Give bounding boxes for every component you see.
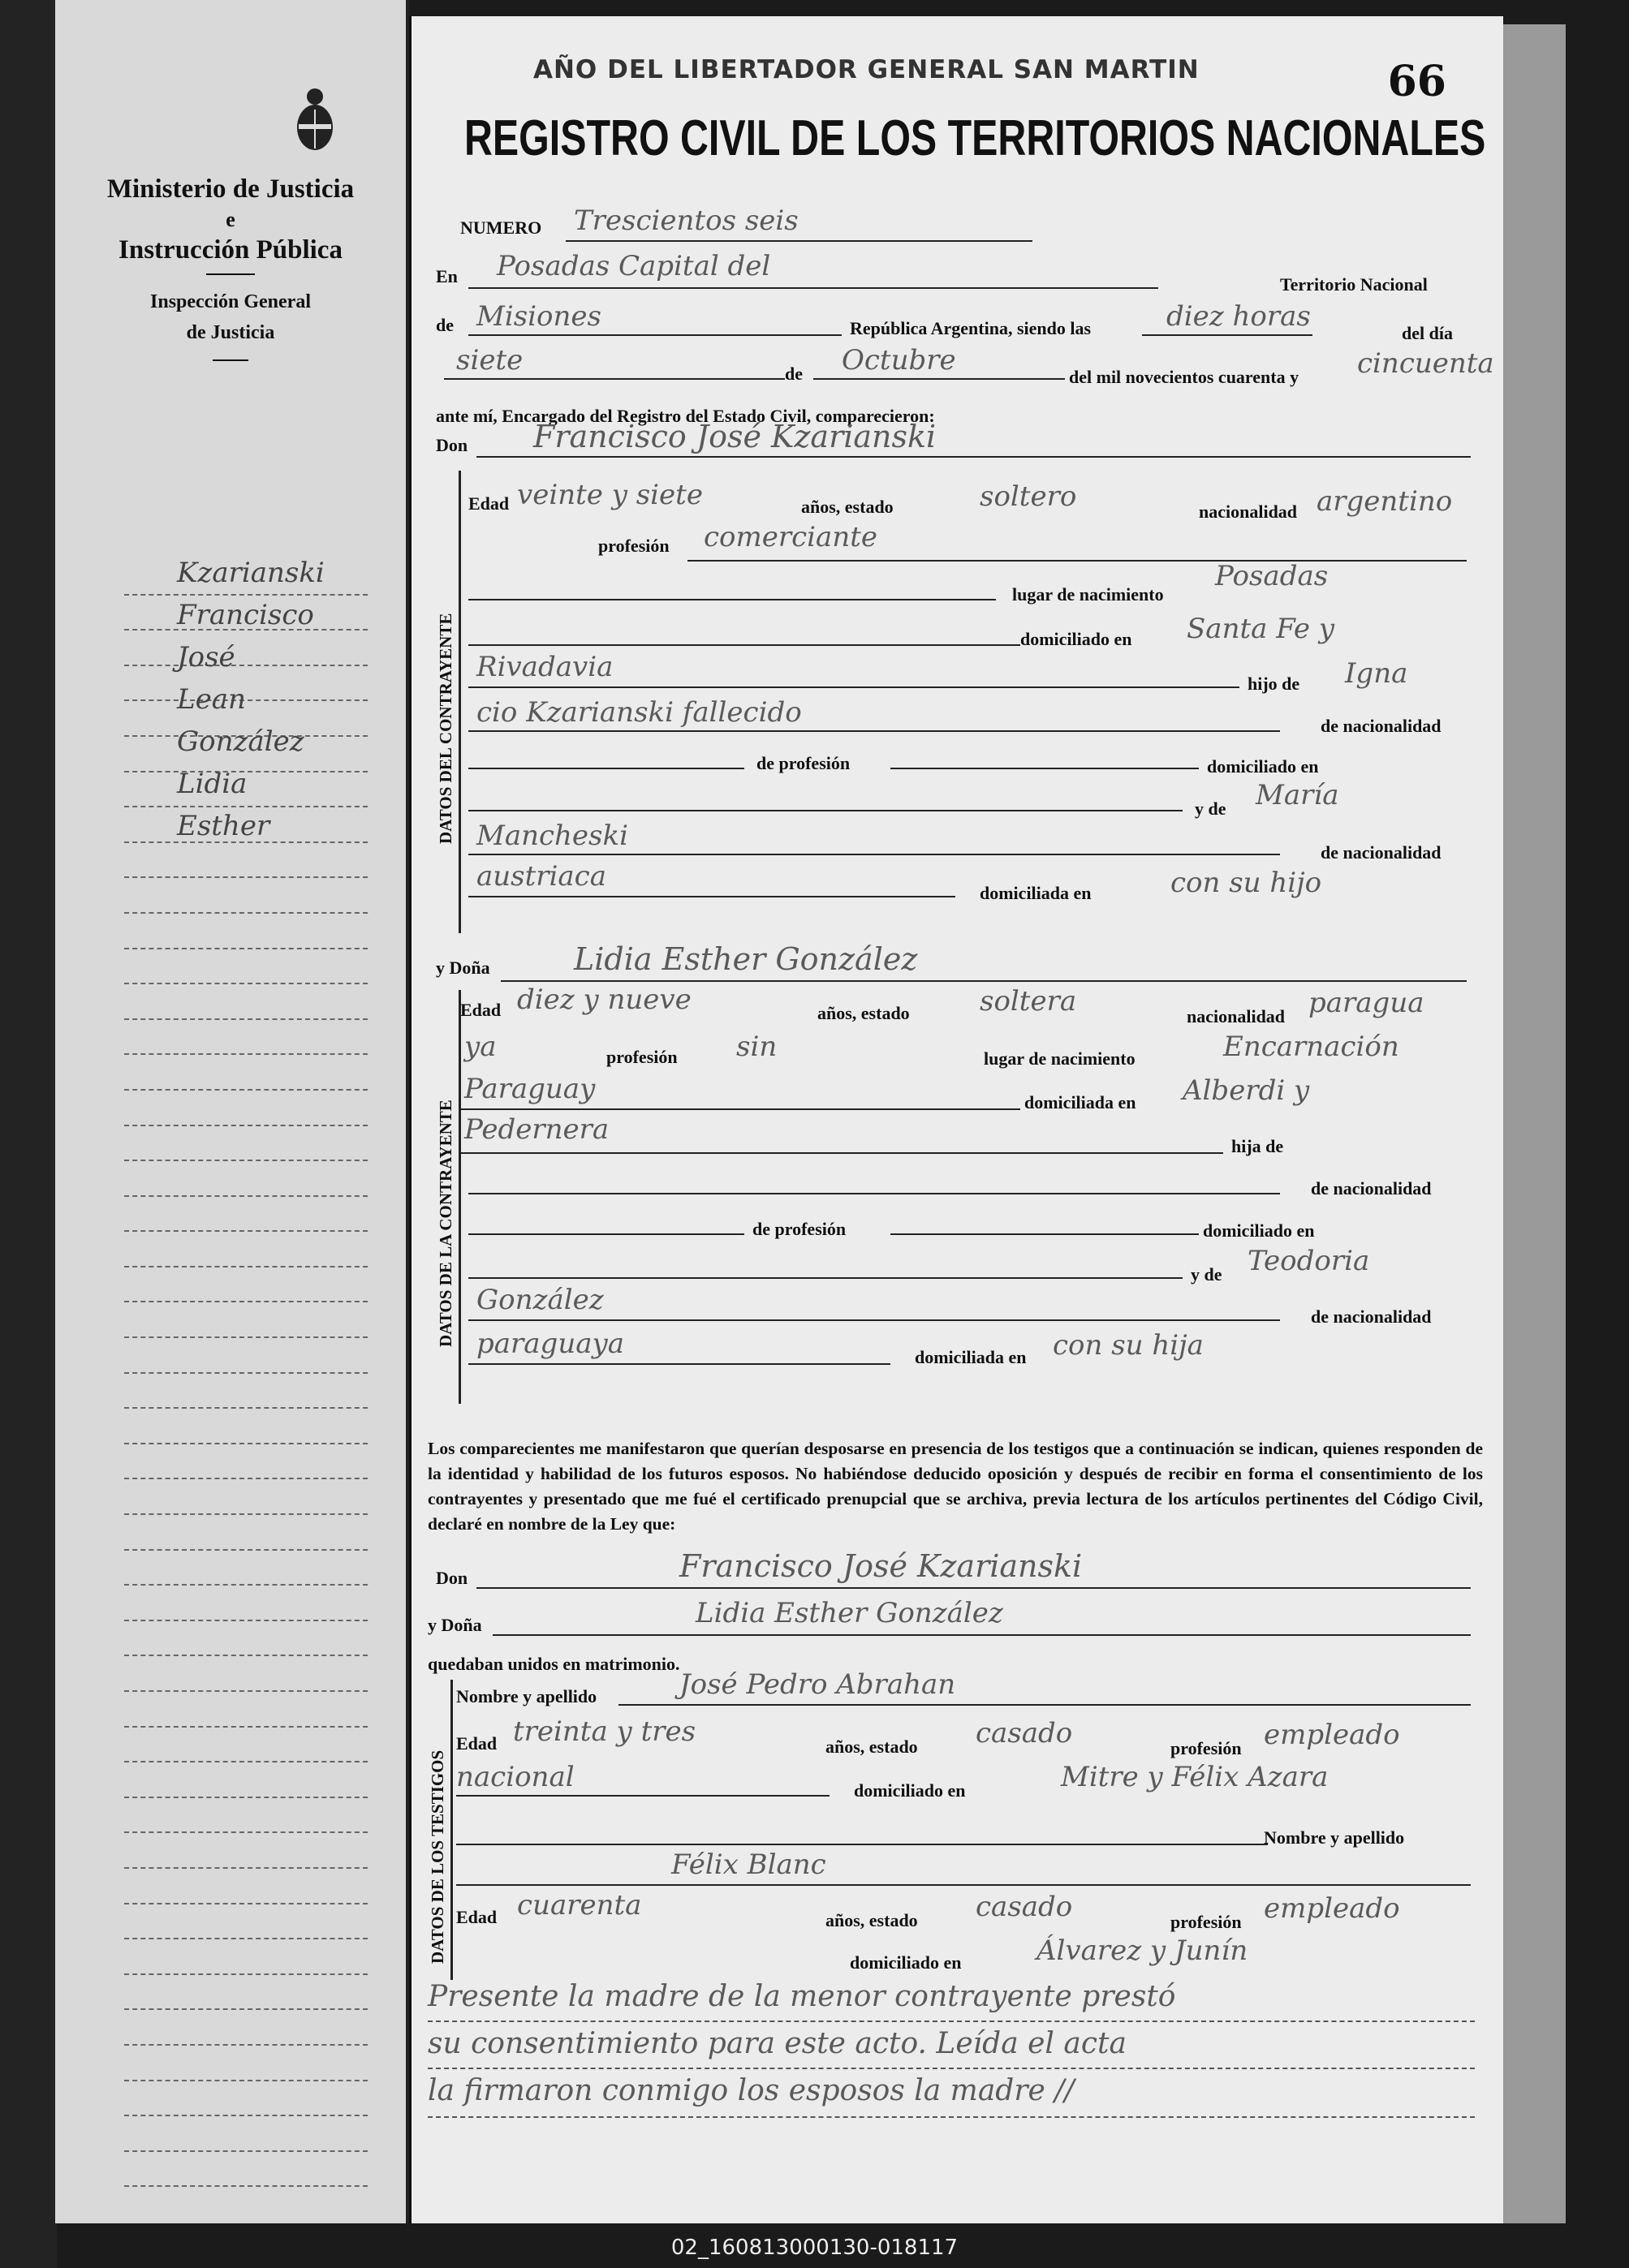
- madre-nacionalidad: paraguaya: [476, 1328, 624, 1360]
- domiciliada-label: domiciliada en: [980, 883, 1092, 903]
- field-line: [444, 378, 785, 380]
- y-dona-label: y Doña: [436, 958, 490, 978]
- divider: [213, 359, 248, 361]
- don-value: Francisco José Kzarianski: [679, 1548, 1083, 1584]
- profesion-value: comerciante: [704, 521, 877, 553]
- field-line: [566, 240, 1032, 242]
- side-label-testigos: DATOS DE LOS TESTIGOS: [428, 1749, 447, 1964]
- y-de-label: y de: [1191, 1264, 1222, 1285]
- coat-of-arms-icon: [291, 85, 339, 158]
- nacionalidad-value: argentino: [1317, 485, 1453, 518]
- book-binding-edge: [0, 0, 57, 2268]
- estado-value: soltera: [980, 985, 1077, 1018]
- domiciliada-value: Alberdi y: [1183, 1074, 1310, 1107]
- lugar-label: lugar de nacimiento: [1012, 584, 1164, 605]
- field-line: [468, 1233, 744, 1235]
- anio-value: cincuenta: [1357, 347, 1494, 380]
- field-line: [618, 1704, 1471, 1706]
- domiciliada-label2: domiciliada en: [915, 1347, 1027, 1367]
- margin-note: [177, 552, 437, 847]
- margin-note-line: González: [177, 725, 304, 758]
- field-line: [468, 768, 744, 769]
- field-line: [456, 1884, 1471, 1886]
- testigo1-edad: treinta y tres: [513, 1715, 696, 1748]
- don-label: Don: [436, 1568, 468, 1588]
- ministry-header: [55, 174, 406, 372]
- field-line: [468, 644, 1020, 646]
- nombre-label: Nombre y apellido: [456, 1686, 597, 1706]
- testigo1-nacionalidad: nacional: [456, 1761, 575, 1793]
- field-line: [468, 1319, 1280, 1321]
- edad-value: diez y nueve: [517, 983, 692, 1016]
- domiciliado-label: domiciliado en: [1203, 1220, 1315, 1241]
- y-dona-value: Lidia Esther González: [574, 941, 918, 977]
- domiciliada-value2: con su hija: [1053, 1329, 1204, 1362]
- nacionalidad-value-continued: ya: [464, 1031, 497, 1063]
- testigo2-estado: casado: [976, 1891, 1073, 1923]
- testigo2-edad: cuarenta: [517, 1889, 642, 1922]
- image-code-label: 02_160813000130-018117: [670, 2236, 959, 2260]
- domicilio-continued: Pedernera: [464, 1113, 610, 1146]
- edad-label: Edad: [460, 1000, 502, 1020]
- anios-label: años, estado: [825, 1910, 918, 1930]
- side-label-contrayente: DATOS DE LA CONTRAYENTE: [436, 1100, 455, 1347]
- page-edge-shadow: [1501, 24, 1566, 2223]
- divider: [206, 273, 255, 275]
- field-line: [468, 896, 955, 897]
- numero-value: Trescientos seis: [574, 204, 799, 237]
- declaration-paragraph: Los comparecientes me manifestaron que querían desposarse en presencia de los testigos que a continuación se indican, quienes responden de la identidad y habilidad de los futuros esposos. No habiéndose deducido oposición y después de recibir en forma el consentimiento de los contrayentes y presentado que me fué el certificado prenupcial que se archiva, previa lectura de los artículos pertinentes del Código Civil, declaré en nombre de la Ley que:: [428, 1439, 1483, 1534]
- edad-label: Edad: [456, 1733, 498, 1754]
- profesion-label: profesión: [606, 1047, 678, 1067]
- hora-value: diez horas: [1166, 300, 1311, 333]
- quedaban-text: quedaban unidos en matrimonio.: [428, 1654, 680, 1674]
- domicilio-continued: Rivadavia: [476, 651, 614, 683]
- madre-value-continued: González: [476, 1284, 604, 1316]
- domiciliado-label: domiciliado en: [854, 1780, 966, 1801]
- margin-note-line: José: [177, 641, 235, 674]
- field-line: [456, 1795, 830, 1797]
- inspection-line1: Inspección General: [150, 291, 311, 312]
- field-line: [476, 1587, 1471, 1589]
- field-line: [468, 730, 1280, 732]
- field-line: [476, 456, 1471, 458]
- field-line: [460, 1108, 1020, 1110]
- field-line: [468, 810, 1183, 811]
- lugar-value: Encarnación: [1223, 1031, 1399, 1063]
- de-nacionalidad-label2: de nacionalidad: [1321, 842, 1442, 863]
- field-line: [468, 1193, 1280, 1194]
- field-line: [468, 1363, 890, 1365]
- field-line: [468, 599, 996, 600]
- year-stamp: AÑO DEL LIBERTADOR GENERAL SAN MARTIN: [533, 55, 1200, 84]
- margin-note-line: Esther: [177, 810, 270, 842]
- profesion-label: profesión: [1170, 1912, 1242, 1932]
- field-line: [460, 1152, 1223, 1154]
- note-line-rule: [428, 2116, 1475, 2118]
- section-bracket: [459, 471, 461, 933]
- estado-value: soltero: [980, 480, 1077, 513]
- testigo1-estado: casado: [976, 1717, 1073, 1749]
- domiciliado-label: domiciliado en: [850, 1952, 962, 1973]
- edad-label: Edad: [468, 493, 510, 514]
- ministry-line1: Ministerio de Justicia: [106, 174, 355, 204]
- mes-value: Octubre: [842, 344, 956, 377]
- y-de-label: y de: [1195, 798, 1226, 819]
- domiciliada-label: domiciliada en: [1024, 1092, 1136, 1112]
- hijo-label: hijo de: [1248, 674, 1300, 694]
- testigo2-nombre: Félix Blanc: [671, 1848, 826, 1881]
- del-dia-label: del día: [1402, 323, 1453, 343]
- de-profesion-label: de profesión: [752, 1219, 847, 1239]
- madre-value: Teodoria: [1248, 1245, 1370, 1277]
- margin-note-line: Francisco: [177, 599, 314, 631]
- de-label: de: [436, 315, 454, 335]
- de-nacionalidad-label: de nacionalidad: [1321, 716, 1442, 736]
- numero-label: NUMERO: [460, 217, 542, 238]
- anios-label: años, estado: [825, 1737, 918, 1757]
- side-label-contrayente: DATOS DEL CONTRAYENTE: [436, 613, 455, 844]
- testigo2-profesion: empleado: [1264, 1892, 1400, 1925]
- field-line: [501, 980, 1467, 982]
- field-line: [493, 1634, 1471, 1636]
- testigo1-profesion: empleado: [1264, 1719, 1400, 1751]
- page-number: 66: [1387, 57, 1446, 106]
- hijo-value-continued: cio Kzarianski fallecido: [476, 696, 802, 729]
- de-nacionalidad-label: de nacionalidad: [1311, 1178, 1432, 1199]
- margin-note-line: Lean: [177, 683, 246, 716]
- note-line1: Presente la madre de la menor contrayente prestó: [428, 1980, 1176, 2013]
- nacionalidad-label: nacionalidad: [1199, 501, 1298, 522]
- field-line: [813, 378, 1065, 380]
- dia-value: siete: [456, 344, 524, 377]
- domiciliado-label2: domiciliado en: [1207, 756, 1319, 777]
- lugar-continued: Paraguay: [464, 1073, 596, 1105]
- lugar-label: lugar de nacimiento: [984, 1048, 1136, 1069]
- testigo2-domicilio: Álvarez y Junín: [1036, 1934, 1248, 1967]
- field-line: [468, 287, 1158, 289]
- ante-mi-text: ante mí, Encargado del Registro del Estado Civil, comparecieron:: [436, 406, 935, 426]
- profesion-value: sin: [736, 1031, 778, 1063]
- republica-label: República Argentina, siendo las: [850, 318, 1092, 338]
- field-line: [468, 686, 1239, 688]
- de-mes-label: de: [785, 364, 803, 384]
- madre-value-continued: Mancheski: [476, 820, 628, 852]
- domiciliado-label: domiciliado en: [1020, 629, 1132, 649]
- en-label: En: [436, 266, 458, 286]
- right-page-form: [409, 16, 1503, 2223]
- nacionalidad-value: paragua: [1308, 987, 1424, 1019]
- ministry-line3: Instrucción Pública: [119, 235, 343, 265]
- anios-label: años, estado: [801, 497, 894, 517]
- territorio-label: Territorio Nacional: [1280, 274, 1428, 295]
- field-line: [1142, 334, 1312, 336]
- field-line: [468, 334, 842, 336]
- de-profesion-label: de profesión: [756, 753, 851, 773]
- hija-label: hija de: [1231, 1136, 1284, 1156]
- section-bracket: [459, 990, 461, 1404]
- edad-label: Edad: [456, 1907, 498, 1927]
- page-title: REGISTRO CIVIL DE LOS TERRITORIOS NACIONALES: [464, 110, 1486, 166]
- margin-note-line: Lidia: [177, 768, 248, 800]
- de-value: Misiones: [476, 300, 601, 333]
- profesion-label: profesión: [598, 536, 670, 556]
- left-page: [55, 0, 409, 2223]
- field-line: [890, 768, 1199, 769]
- inspection-line2: de Justicia: [186, 322, 275, 343]
- field-line: [890, 1233, 1199, 1235]
- margin-note-line: Kzarianski: [177, 557, 325, 589]
- note-line-rule: [428, 2021, 1475, 2022]
- note-line-rule: [428, 2068, 1475, 2069]
- profesion-label: profesión: [1170, 1738, 1242, 1758]
- nacionalidad-label: nacionalidad: [1187, 1006, 1286, 1026]
- nombre-label2: Nombre y apellido: [1264, 1827, 1405, 1848]
- section-bracket: [450, 1680, 453, 1980]
- domiciliado-value: Santa Fe y: [1187, 613, 1335, 645]
- don-label: Don: [436, 435, 468, 455]
- madre-value: María: [1256, 779, 1339, 811]
- y-dona-label: y Doña: [428, 1615, 482, 1635]
- hijo-value: Igna: [1345, 657, 1408, 690]
- field-line: [456, 1844, 1268, 1845]
- field-line: [687, 560, 1467, 562]
- madre-nacionalidad: austriaca: [476, 860, 606, 893]
- anios-label: años, estado: [817, 1003, 910, 1023]
- ministry-line2: e: [226, 208, 235, 231]
- testigo1-nombre: José Pedro Abrahan: [679, 1668, 956, 1701]
- en-value: Posadas Capital del: [497, 250, 771, 282]
- testigo1-domicilio: Mitre y Félix Azara: [1061, 1761, 1329, 1793]
- field-line: [468, 1277, 1183, 1279]
- lugar-value: Posadas: [1215, 560, 1329, 592]
- anio-label: del mil novecientos cuarenta y: [1069, 367, 1299, 387]
- note-line3: la firmaron conmigo los esposos la madre //: [428, 2074, 1075, 2107]
- note-line2: su consentimiento para este acto. Leída el acta: [428, 2027, 1127, 2060]
- domiciliada-value: con su hijo: [1170, 867, 1322, 899]
- y-dona-value: Lidia Esther González: [696, 1597, 1003, 1629]
- don-value: Francisco José Kzarianski: [533, 419, 937, 454]
- edad-value: veinte y siete: [517, 479, 703, 511]
- de-nacionalidad-label2: de nacionalidad: [1311, 1306, 1432, 1327]
- field-line: [468, 854, 1280, 855]
